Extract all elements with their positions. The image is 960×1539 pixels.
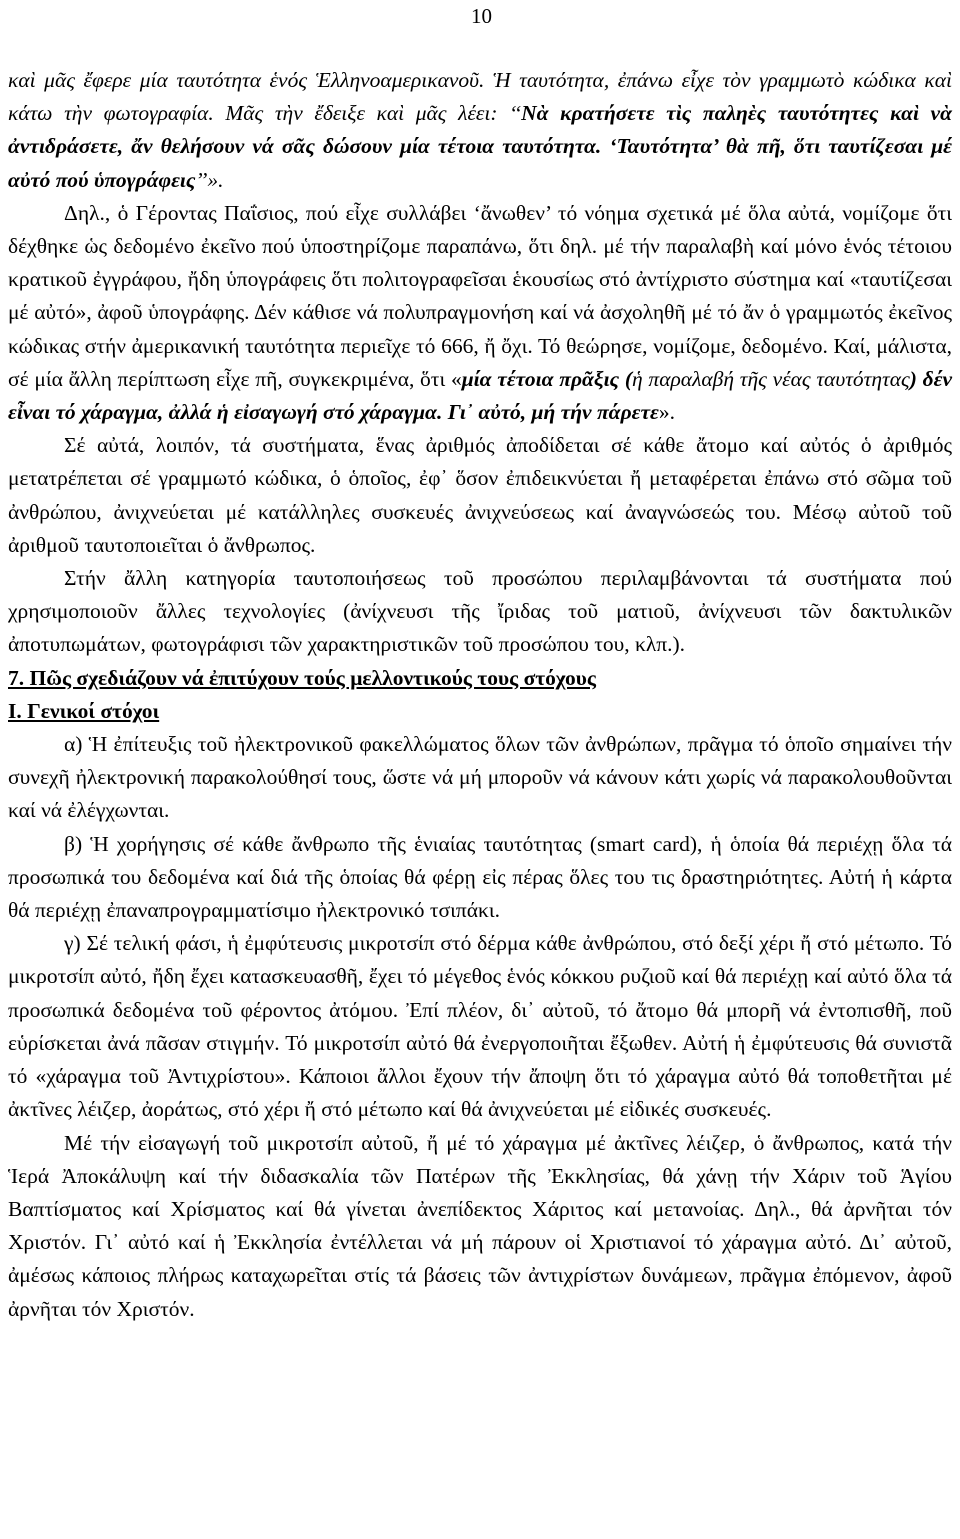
emphasis-quote-part-1: μία τέτοια πρᾶξις ( — [461, 366, 633, 391]
paragraph-quote-identity-card — [8, 64, 952, 197]
paragraph-other-technologies: Στήν ἄλλη κατηγορία ταυτοποιήσεως τοῦ προσώπου περιλαμβάνονται τά συστήματα πού χρησιμοποιοῦν ἄλλες τεχνολογίες (ἀνίχνευσι τῆς ἴριδας τοῦ ματιοῦ, ἀνίχνευσι τῶν δακτυλικῶν ἀποτυπωμάτων, φωτογράφισι τῶν χαρακτηριστικῶν τοῦ προσώπου του, κλπ.). — [8, 566, 952, 657]
paragraph-microchip-consequences: Μέ τήν εἰσαγωγή τοῦ μικροτσίπ αὐτοῦ, ἤ μέ τό χάραγμα μέ ἀκτῖνες λέιζερ, ὁ ἄνθρωπος, κατά τήν Ἱερά Ἀποκάλυψη καί τήν διδασκαλία τῶν Πατέρων τῆς Ἐκκλησίας, θά χάνῃ τήν Χάριν τοῦ Ἁγίου Βαπτίσματος καί Χρίσματος καί θά γίνεται ἀνεπίδεκτος Χάριτος καί μετανοίας. Δηλ., θά ἀρνῆται τόν Χριστόν. Γι᾽ αὐτό καί ἡ Ἐκκλησία ἐντέλλεται νά μή πάρουν οἱ Χριστιανοί τό χάραγμα αὐτό. Δι᾽ αὐτοῦ, ἀμέσως κάποιος πλήρως καταχωρεῖται στίς τά βάσεις τῶν ἀντιχρίστων δυνάμεων, πρᾶγμα ἐπόμενον, ἀφοῦ ἀρνῆται τόν Χριστόν. — [8, 1130, 952, 1321]
page-number: 10 — [471, 4, 492, 28]
emphasis-quote-part-2: ) δέν εἶναι τό χάραγμα, ἀλλά ἡ εἰσαγωγή στό χάραγμα. Γι᾽ αὐτό, μή τήν πάρετε — [8, 366, 952, 425]
goal-item-c: γ) Σέ τελική φάσι, ἡ ἐμφύτευσις μικροτσίπ στό δέρμα κάθε ἀνθρώπου, στό δεξί χέρι ἤ στό μέτωπο. Τό μικροτσίπ αὐτό, ἤδη ἔχει κατασκευασθῆ, ἔχει τό μέγεθος ἑνός κόκκου ρυζιοῦ καί θά περιέχῃ καί αὐτό ὅλα τά προσωπικά δεδομένα τοῦ φέροντος ἀτόμου. Ἐπί πλέον, δι᾽ αὐτοῦ, τό ἄτομο θά μπορῆ νά ἐντοπισθῆ, ποῦ εὑρίσκεται ἀνά πᾶσαν στιγμήν. Τό μικροτσίπ αὐτό θά ἐνεργοποιῆται ἔξωθεν. Αὐτή ἡ ἐμφύτευσις θά συνιστᾶ τό «χάραγμα τοῦ Ἀντιχρίστου». Κάποιοι ἄλλοι ἔχουν τήν ἄποψη ὅτι τό χάραγμα αὐτό θά τοποθετῆται μέ ἀκτῖνες λέιζερ, ἀοράτως, στό χέρι ἤ στό μέτωπο καί θά ἀνιχνεύεται μέ εἰδικές συσκευές. — [8, 931, 952, 1122]
section-heading: 7. Πῶς σχεδιάζουν νά ἐπιτύχουν τούς μελλοντικούς τους στόχους — [8, 665, 596, 690]
paragraph-text: , ὁ Γέροντας Παΐσιος, πού εἶχε συλλάβει ‘ἄνωθεν’ τό νόημα σχετικά μέ ὅλα αὐτά, νομίζομε ὅτι δέχθηκε ὡς δεδομένο ἐκεῖνο πού ὑποστηρίζομε παραπάνω, ὅτι δηλ. μέ τήν παραλαβὴ καί μόνο ἑνός τέτοιου κρατικοῦ ἐγγράφου, ἤδη ὑπογράφεις ὅτι πολιτογραφεῖσαι ἑκουσίως στό ἀντίχριστο σύστημα καί «ταυτίζεσαι μέ αὐτό», ἀφοῦ ὑπογράφης. Δέν κάθισε νά πολυπραγμονήση καί νά ἀσχοληθῆ μέ τό ἄν ὁ γραμμωτός ἐκεῖνος κώδικας στήν ἀμερικανική ταυτότητα περιεῖχε τό 666, ἤ ὄχι. Τό θεώρησε, νομίζομε, δεδομένο. Καί, μάλιστα, σέ μία ἄλλη περίπτωση εἶχε πῆ, συγκεκριμένα, ὅτι « — [8, 200, 952, 391]
paragraph-intro-text: καὶ μᾶς ἔφερε μία ταυτότητα ἑνός Ἑλληνοαμερικανοῦ. Ἡ ταυτότητα, ἐπάνω εἶχε τὸν γραμμωτὸ κώδικα καὶ κάτω τὴν φωτογραφία. Μᾶς τὴν ἔδειξε καὶ μᾶς λέει: ‘‘ — [8, 68, 952, 126]
paragraph-number-systems: Σέ αὐτά, λοιπόν, τά συστήματα, ἕνας ἀριθμός ἀποδίδεται σέ κάθε ἄτομο καί αὐτός ὁ ἀριθμός μετατρέπεται σέ γραμμωτό κώδικα, ὁ ὁποῖος, ἐφ᾽ ὅσον ἐπιδεικνύεται ἤ μεταφέρεται ἐπάνω στό σῶμα τοῦ ἀνθρώπου, ἀνιχνεύεται μέ κατάλληλες συσκευές ἀνιχνεύσεως καί ἀναγνώσεώς του. Μέσῳ αὐτοῦ τοῦ ἀριθμοῦ ταυτοποιεῖται ὁ ἄνθρωπος. — [8, 433, 952, 557]
abbreviation-dil: Δηλ. — [64, 200, 105, 225]
goal-item-b: β) Ἡ χορήγησις σέ κάθε ἄνθρωπο τῆς ἑνιαίας ταυτότητας (smart card), ἡ ὁποία θά περιέχῃ ὅλα τά προσωπικά του δεδομένα καί διά τῆς ὁποίας θά φέρῃ εἰς πέρας ὅλες του τις δραστηριότητες. Αὐτή ἡ κάρτα θά περιέχῃ ἐπαναπρογραμματίσιμο ἠλεκτρονικό τσιπάκι. — [8, 831, 952, 923]
goal-item-a: α) Ἡ ἐπίτευξις τοῦ ἠλεκτρονικοῦ φακελλώματος ὅλων τῶν ἀνθρώπων, πρᾶγμα τό ὁποῖο σημαίνει τήν συνεχῆ ἠλεκτρονική παρακολούθησί τους, ὥστε νά μή μποροῦν νά κάνουν κάτι χωρίς νά παρακολουθοῦνται καί νά ἐλέγχωνται. — [8, 732, 952, 823]
paragraph-elder-paisios — [8, 197, 952, 429]
body-text — [8, 64, 952, 1326]
parenthetical-note: ἡ παραλαβή τῆς νέας ταυτότητας — [632, 366, 910, 391]
quote-close: ’’». — [195, 167, 224, 192]
quote-end: ». — [658, 400, 675, 425]
elder-quote: Νὰ κρατήσετε τὶς παληὲς ταυτότητες καὶ νὰ ἀντιδράσετε, ἄν θελήσουν νά σᾶς δώσουν μία τέτοια ταυτότητα. ‘Ταυτότητα’ θὰ πῆ, ὅτι ταυτίζεσαι μέ αὐτό πού ὑπογράφεις — [8, 101, 952, 192]
subsection-heading: Ι. Γενικοί στόχοι — [8, 698, 160, 723]
